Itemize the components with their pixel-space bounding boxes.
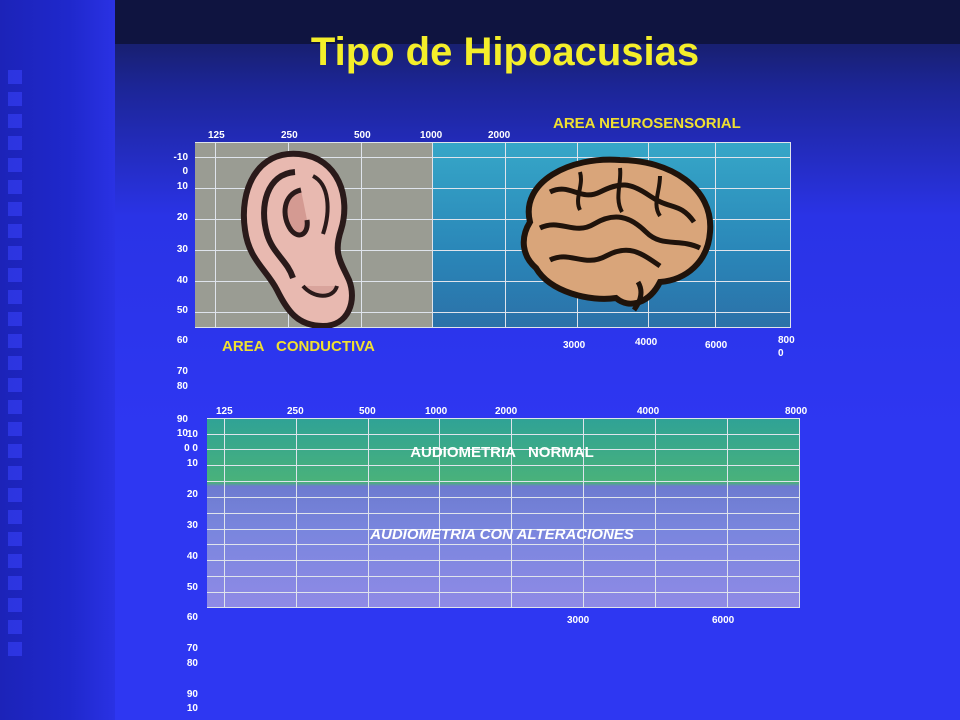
decor-square (8, 422, 22, 436)
slide-title: Tipo de Hipoacusias (310, 30, 700, 74)
db-label: 0 (182, 166, 188, 177)
db-label: 10 (186, 429, 198, 440)
db-label: 40 (186, 551, 198, 562)
decor-square (8, 510, 22, 524)
decor-square (8, 334, 22, 348)
freq-label: 2000 (495, 406, 518, 417)
decor-square (8, 488, 22, 502)
decor-square (8, 466, 22, 480)
grid-line (207, 465, 800, 466)
freq-label: 125 (216, 406, 233, 417)
db-label: 80 (186, 658, 198, 669)
grid-line (790, 142, 791, 328)
grid-line (207, 497, 800, 498)
decor-square (8, 114, 22, 128)
db-label: 70 (176, 366, 188, 377)
decor-square (8, 576, 22, 590)
decor-square (8, 378, 22, 392)
db-label: 50 (176, 305, 188, 316)
audiogram-areas-chart (195, 142, 791, 328)
freq-label: 4000 (635, 337, 658, 348)
grid-line (505, 142, 506, 328)
area-conductiva-label-2: CONDUCTIVA (276, 338, 375, 355)
decor-square (8, 356, 22, 370)
grid-line (207, 481, 800, 482)
decor-square (8, 620, 22, 634)
freq-label: 1000 (425, 406, 448, 417)
area-neurosensorial-label: AREA NEUROSENSORIAL (553, 115, 741, 132)
db-label: 40 (176, 275, 188, 286)
db-label: 90 (186, 689, 198, 700)
freq-label: 2000 (488, 130, 511, 141)
db-label: 0 0 (184, 443, 198, 454)
decor-square (8, 224, 22, 238)
grid-line (207, 576, 800, 577)
grid-line (207, 560, 800, 561)
db-label: 30 (186, 520, 198, 531)
db-label: 10 (186, 458, 198, 469)
decor-square (8, 554, 22, 568)
db-label: 60 (176, 335, 188, 346)
freq-label: 0 (778, 348, 784, 359)
decor-square (8, 642, 22, 656)
decor-square (8, 444, 22, 458)
db-label: 30 (176, 244, 188, 255)
grid-line (207, 434, 800, 435)
db-label: 80 (176, 381, 188, 392)
altered-audiometry-label: AUDIOMETRIA CON ALTERACIONES (370, 526, 634, 543)
freq-label: 250 (281, 130, 298, 141)
freq-label: 8000 (785, 406, 808, 417)
grid-line (207, 592, 800, 593)
db-label: 50 (186, 582, 198, 593)
freq-label: 6000 (705, 340, 728, 351)
normal-audiometry-label: AUDIOMETRIA NORMAL (410, 444, 594, 461)
area-conductiva-label-1: AREA (222, 338, 265, 355)
db-label: 10 (176, 428, 188, 439)
db-label: 90 (176, 414, 188, 425)
freq-label: 125 (208, 130, 225, 141)
freq-label: 1000 (420, 130, 443, 141)
decor-square (8, 268, 22, 282)
grid-line (207, 544, 800, 545)
left-decorative-strip (0, 0, 115, 720)
decor-square (8, 598, 22, 612)
grid-line (195, 142, 791, 143)
decor-square (8, 400, 22, 414)
freq-label: 6000 (712, 615, 735, 626)
freq-label: 800 (778, 335, 795, 346)
decor-square (8, 290, 22, 304)
decor-square (8, 92, 22, 106)
db-label: 10 (176, 181, 188, 192)
freq-label: 500 (354, 130, 371, 141)
grid-line (361, 142, 362, 328)
freq-label: 3000 (567, 615, 590, 626)
db-label: 20 (176, 212, 188, 223)
decor-square (8, 180, 22, 194)
ear-illustration (237, 150, 357, 328)
decor-square (8, 532, 22, 546)
freq-label: 3000 (563, 340, 586, 351)
grid-line (207, 513, 800, 514)
db-label: -10 (173, 152, 188, 163)
decor-square (8, 202, 22, 216)
decor-square (8, 246, 22, 260)
grid-line (207, 607, 800, 608)
decor-square (8, 312, 22, 326)
grid-line (207, 418, 800, 419)
freq-label: 500 (359, 406, 376, 417)
freq-label: 4000 (637, 406, 660, 417)
db-label: 10 (186, 703, 198, 714)
brain-illustration (510, 152, 720, 312)
decor-square (8, 158, 22, 172)
freq-label: 250 (287, 406, 304, 417)
audiometry-chart (207, 418, 800, 608)
decor-square (8, 136, 22, 150)
grid-line (432, 142, 433, 328)
db-label: 20 (186, 489, 198, 500)
db-label: 70 (186, 643, 198, 654)
grid-line (215, 142, 216, 328)
db-label: 60 (186, 612, 198, 623)
